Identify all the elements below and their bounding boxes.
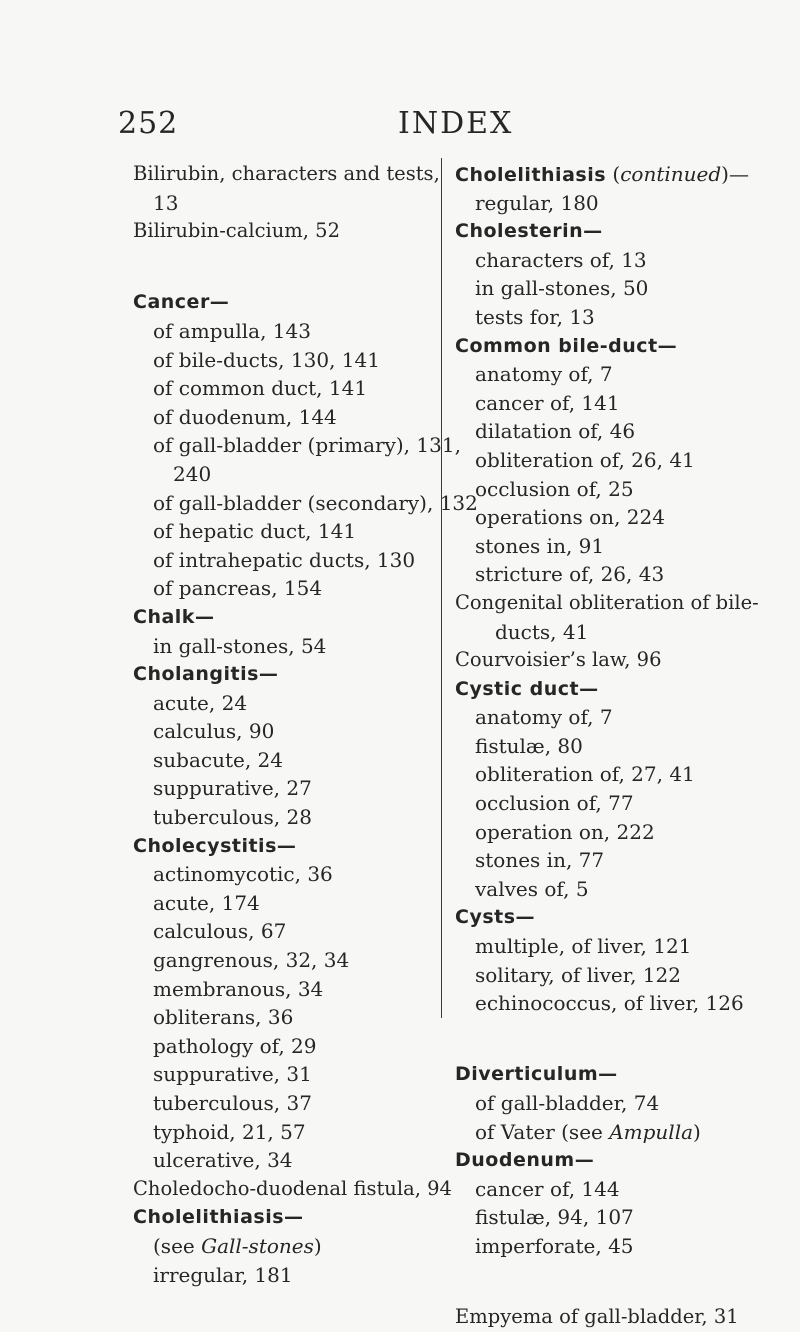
subentry: calculus, 90 — [153, 719, 275, 744]
heading-cholelithiasis: Cholelithiasis— — [133, 1206, 304, 1229]
heading-duodenum: Duodenum— — [455, 1149, 595, 1172]
subentry: gangrenous, 32, 34 — [153, 948, 350, 973]
entry-bilirubin: Bilirubin, characters and tests, — [133, 162, 440, 185]
heading-chalk: Chalk— — [133, 605, 215, 628]
subentry-cont: 240 — [173, 461, 212, 486]
subentry: obliteration of, 26, 41 — [475, 447, 695, 472]
subentry: regular, 180 — [475, 190, 599, 215]
subentry: pathology of, 29 — [153, 1033, 317, 1058]
subentry: anatomy of, 7 — [475, 705, 613, 730]
subentry: occlusion of, 25 — [475, 476, 634, 501]
heading-cholangitis: Cholangitis— — [133, 663, 279, 686]
subentry: fistulæ, 80 — [475, 733, 583, 758]
subentry: imperforate, 45 — [475, 1233, 634, 1258]
subentry: dilatation of, 46 — [475, 419, 636, 444]
see-prefix: (see — [153, 1233, 202, 1258]
subentry: occlusion of, 77 — [475, 791, 634, 816]
subentry: cancer of, 141 — [475, 390, 620, 415]
entry-courvoisier: Courvoisier’s law, 96 — [455, 648, 662, 672]
subentry: in gall-stones, 54 — [153, 633, 327, 658]
subentry: stones in, 77 — [475, 848, 605, 873]
left-column — [133, 160, 478, 1289]
subentry: of ampulla, 143 — [153, 318, 311, 343]
running-head: INDEX — [398, 106, 514, 141]
subentry: anatomy of, 7 — [475, 362, 613, 387]
heading-text: Cholelithiasis — [455, 164, 607, 186]
spacer — [133, 246, 433, 275]
see-suffix: ) — [693, 1119, 701, 1144]
subentry: irregular, 181 — [153, 1262, 293, 1287]
subentry: of bile-ducts, 130, 141 — [153, 347, 380, 372]
subentry: cancer of, 144 — [475, 1176, 620, 1201]
see-prefix: of Vater (see — [475, 1119, 610, 1144]
heading-cystic-duct: Cystic duct— — [455, 677, 599, 700]
subentry: tuberculous, 28 — [153, 805, 312, 830]
subentry: subacute, 24 — [153, 747, 283, 772]
entry-choledocho-duodenal: Choledocho-duodenal fistula, 94 — [133, 1176, 452, 1200]
entry-empyema: Empyema of gall-bladder, 31 — [455, 1305, 739, 1329]
column-divider — [441, 158, 442, 1018]
heading-cholesterin: Cholesterin— — [455, 220, 603, 243]
see-term: Ampulla — [609, 1119, 694, 1144]
spacer — [455, 1018, 755, 1047]
right-column — [455, 160, 759, 1332]
subentry: membranous, 34 — [153, 976, 324, 1001]
subentry: stricture of, 26, 43 — [475, 562, 665, 587]
subentry: in gall-stones, 50 — [475, 276, 649, 301]
subentry: of duodenum, 144 — [153, 404, 337, 429]
subentry: echinococcus, of liver, 126 — [475, 991, 744, 1016]
page-number: 252 — [118, 106, 179, 141]
subentry: operations on, 224 — [475, 505, 665, 530]
subentry: typhoid, 21, 57 — [153, 1119, 306, 1144]
subentry: of hepatic duct, 141 — [153, 519, 357, 544]
entry-congenital-cont: ducts, 41 — [495, 619, 589, 644]
subentry: stones in, 91 — [475, 533, 605, 558]
see-suffix: ) — [313, 1233, 322, 1258]
heading-cholecystitis: Cholecystitis— — [133, 834, 297, 857]
subentry: of gall-bladder (secondary), 132 — [153, 490, 478, 515]
spacer — [455, 1046, 755, 1060]
subentry: solitary, of liver, 122 — [475, 962, 681, 987]
subentry: acute, 24 — [153, 690, 248, 715]
subentry: of gall-bladder, 74 — [475, 1091, 660, 1115]
subentry: suppurative, 27 — [153, 776, 312, 801]
heading-cysts: Cysts— — [455, 906, 536, 929]
subentry: ulcerative, 34 — [153, 1148, 293, 1173]
see-term: Gall-stones — [201, 1233, 314, 1258]
heading-cancer: Cancer— — [133, 291, 230, 314]
continued-label: continued — [620, 162, 722, 186]
entry-congenital-obliteration: Congenital obliteration of bile- — [455, 590, 759, 614]
subentry: tuberculous, 37 — [153, 1091, 312, 1115]
see-reference — [133, 1232, 433, 1261]
subentry: obliterans, 36 — [153, 1005, 294, 1030]
spacer — [455, 1289, 755, 1303]
subentry: of common duct, 141 — [153, 376, 368, 401]
entry-bilirubin-calcium: Bilirubin-calcium, 52 — [133, 219, 340, 243]
spacer — [133, 274, 433, 288]
subentry: actinomycotic, 36 — [153, 862, 333, 887]
subentry: of pancreas, 154 — [153, 576, 323, 601]
subentry: suppurative, 31 — [153, 1062, 312, 1087]
subentry: tests for, 13 — [475, 304, 595, 329]
subentry: of gall-bladder (primary), 131, — [153, 433, 461, 458]
heading-diverticulum: Diverticulum— — [455, 1063, 618, 1086]
subentry: of intrahepatic ducts, 130 — [153, 547, 416, 572]
entry-bilirubin-cont: 13 — [153, 190, 179, 215]
see-reference — [455, 1118, 755, 1147]
subentry: characters of, 13 — [475, 247, 647, 272]
subentry: valves of, 5 — [475, 876, 589, 901]
subentry: operation on, 222 — [475, 819, 655, 844]
subentry: fistulæ, 94, 107 — [475, 1205, 634, 1230]
spacer — [455, 1261, 755, 1290]
subentry: calculous, 67 — [153, 919, 287, 944]
heading-common-bile-duct: Common bile-duct— — [455, 334, 678, 357]
subentry: obliteration of, 27, 41 — [475, 762, 695, 787]
subentry: multiple, of liver, 121 — [475, 934, 692, 959]
heading-cholelithiasis-continued: Cholelithiasis (continued)— — [455, 162, 749, 186]
subentry: acute, 174 — [153, 890, 260, 915]
